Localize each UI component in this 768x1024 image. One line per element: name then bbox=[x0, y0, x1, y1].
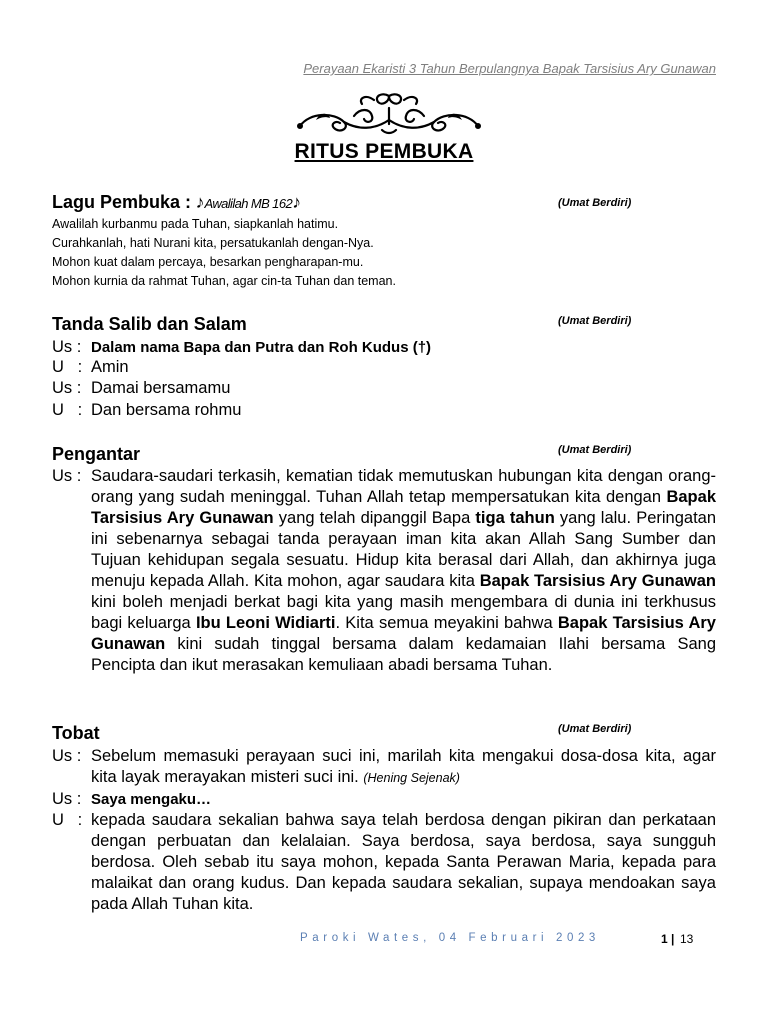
dialog-text: kepada saudara sekalian bahwa saya telah berdosa dengan pikiran dan perkataan dengan perbuatan dan kelalaian. Saya berdosa, saya berdosa, saya sungguh berdosa. Oleh sebab itu saya mohon, kepada Santa Perawan Maria, kepada para malaikat dan orang kudus. Dan kepada saudara sekalian, supaya mendoakan saya pada Allah Tuhan kita. bbox=[91, 811, 716, 913]
page-number: 1 bbox=[661, 932, 668, 946]
speaker-label: Us : bbox=[52, 747, 82, 765]
page-title: RITUS PEMBUKA bbox=[294, 140, 474, 163]
dialog-text: Dalam nama Bapa dan Putra dan Roh Kudus (†) bbox=[91, 339, 432, 356]
hymn-line: Curahkanlah, hati Nurani kita, persatukanlah dengan-Nya. bbox=[52, 236, 374, 250]
speaker-label: Us : bbox=[52, 338, 82, 356]
dialog-line bbox=[52, 378, 716, 399]
lagu-pembuka-heading bbox=[52, 192, 301, 213]
dialog-line bbox=[52, 810, 716, 915]
dialog-text: Damai bersamamu bbox=[91, 379, 231, 397]
dialog-line bbox=[52, 789, 716, 810]
music-note-icon: ♪ bbox=[195, 192, 205, 212]
dialog-line bbox=[52, 746, 716, 789]
decorative-ornament bbox=[294, 90, 484, 138]
dialog-line bbox=[52, 400, 716, 421]
speaker-label: Us : bbox=[52, 790, 82, 808]
speaker-label: U : bbox=[52, 358, 83, 376]
section-heading: Tobat bbox=[52, 723, 100, 743]
posture-note: (Umat Berdiri) bbox=[558, 444, 632, 456]
posture-note: (Umat Berdiri) bbox=[558, 723, 632, 735]
speaker-label: Us : bbox=[52, 467, 82, 485]
speaker-label: Us : bbox=[52, 379, 82, 397]
dialog-text: Amin bbox=[91, 358, 129, 376]
pengantar-paragraph bbox=[52, 466, 716, 676]
section-heading: Pengantar bbox=[52, 444, 141, 464]
section-heading: Tanda Salib dan Salam bbox=[52, 314, 247, 334]
dialog-line bbox=[52, 337, 716, 358]
dialog-line bbox=[52, 357, 716, 378]
posture-note: (Umat Berdiri) bbox=[558, 315, 632, 327]
total-pages: 13 bbox=[680, 932, 694, 946]
music-note-icon: ♪ bbox=[292, 192, 302, 212]
rubric-note: (Hening Sejenak) bbox=[363, 771, 460, 785]
hymn-line: Awalilah kurbanmu pada Tuhan, siapkanlah hatimu. bbox=[52, 217, 339, 231]
dialog-text: Saya mengaku… bbox=[91, 791, 212, 808]
dialog-text: Sebelum memasuki perayaan suci ini, marilah kita mengakui dosa-dosa kita, agar kita layak merayakan misteri suci ini. (Hening Sejenak) bbox=[91, 747, 716, 786]
hymn-reference: Awalilah MB 162 bbox=[204, 196, 293, 211]
speaker-label: U : bbox=[52, 811, 83, 829]
footer-text: Paroki Wates, 04 Februari 2023 bbox=[300, 932, 600, 944]
paragraph-text: Saudara-saudari terkasih, kematian tidak memutuskan hubungan kita dengan orang-orang yang sudah meninggal. Tuhan Allah tetap mempersatukan kita dengan Bapak Tarsisius Ary Gunawan yang telah dipanggil Bapa tiga tahun yang lalu. Peringatan ini sebenarnya sebagai tanda perayaan iman kita akan Allah Sang Sumber dan Tujuan kehidupan segala sesuatu. Hidup kita berasal dari Allah, dan akhirnya juga menuju kepada Allah. Kita mohon, agar saudara kita Bapak Tarsisius Ary Gunawan kini boleh menjadi berkat bagi kita yang masih mengembara di dunia ini terkhusus bagi keluarga Ibu Leoni Widiarti. Kita semua meyakini bahwa Bapak Tarsisius Ary Gunawan kini sudah tinggal bersama dalam kedamaian Ilahi bersama Sang Pencipta dan ikut merasakan kemuliaan abadi bersama Tuhan. bbox=[91, 467, 717, 674]
hymn-line: Mohon kuat dalam percaya, besarkan pengharapan-mu. bbox=[52, 255, 364, 269]
lagu-pembuka-label: Lagu Pembuka : bbox=[52, 192, 192, 212]
hymn-line: Mohon kurnia da rahmat Tuhan, agar cin-ta Tuhan dan teman. bbox=[52, 274, 396, 288]
posture-note: (Umat Berdiri) bbox=[558, 197, 632, 209]
speaker-label: U : bbox=[52, 401, 83, 419]
dialog-text: Dan bersama rohmu bbox=[91, 401, 242, 419]
running-header: Perayaan Ekaristi 3 Tahun Berpulangnya Bapak Tarsisius Ary Gunawan bbox=[303, 61, 716, 76]
page-separator: | bbox=[671, 932, 675, 946]
